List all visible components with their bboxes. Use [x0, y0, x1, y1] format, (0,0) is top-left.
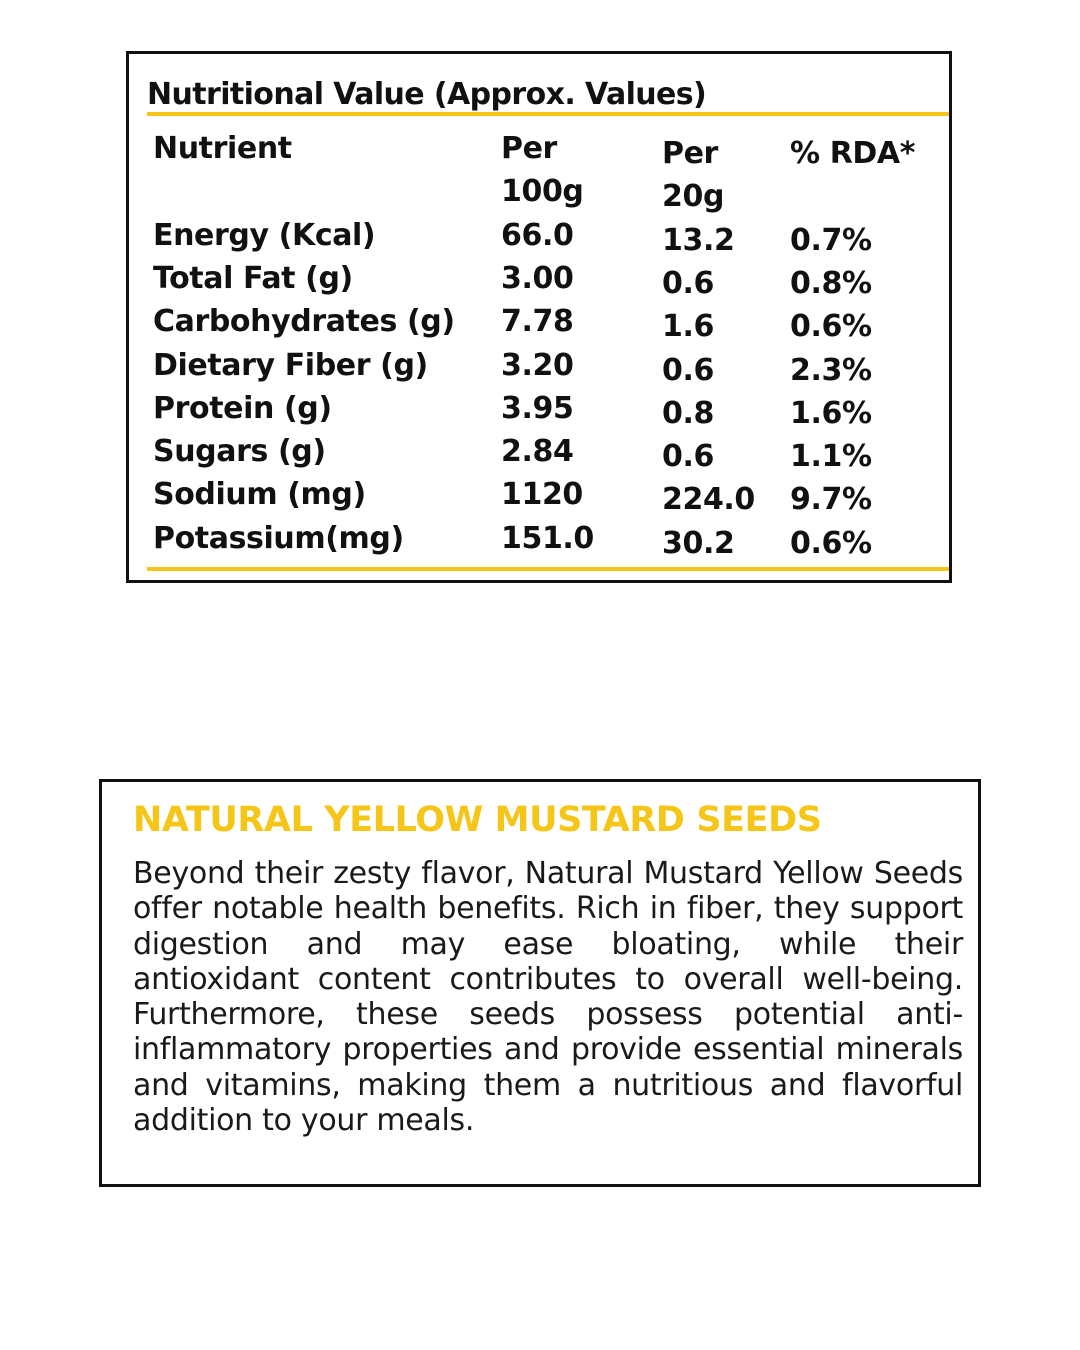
nutrition-title: Nutritional Value (Approx. Values): [147, 77, 707, 112]
nutrition-row-nutrient: Potassium(mg): [153, 521, 404, 556]
nutrition-row-rda: 1.6%: [790, 396, 872, 431]
nutrition-row-per100: 3.20: [501, 348, 574, 383]
nutrition-row-nutrient: Total Fat (g): [153, 261, 353, 296]
nutrition-row-rda: 0.8%: [790, 266, 872, 301]
header-per20-line2: 20g: [662, 179, 725, 214]
nutrition-row-per20: 0.6: [662, 353, 714, 388]
nutrition-row-nutrient: Sugars (g): [153, 434, 326, 469]
nutrition-row-per100: 3.95: [501, 391, 574, 426]
header-per100-line1: Per: [501, 131, 557, 166]
nutrition-row-nutrient: Protein (g): [153, 391, 332, 426]
product-description-box: [99, 779, 981, 1187]
nutrition-row-per20: 0.6: [662, 266, 714, 301]
nutrition-row-nutrient: Sodium (mg): [153, 477, 366, 512]
nutrition-row-per100: 3.00: [501, 261, 574, 296]
nutrition-row-nutrient: Carbohydrates (g): [153, 304, 455, 339]
accent-rule-bottom: [147, 567, 949, 571]
header-per100-line2: 100g: [501, 174, 584, 209]
nutrition-table: [126, 51, 952, 583]
nutrition-row-rda: 2.3%: [790, 353, 872, 388]
nutrition-row-per100: 7.78: [501, 304, 574, 339]
nutrition-row-nutrient: Dietary Fiber (g): [153, 348, 428, 383]
nutrition-row-rda: 0.6%: [790, 526, 872, 561]
nutrition-row-nutrient: Energy (Kcal): [153, 218, 376, 253]
header-nutrient: Nutrient: [153, 131, 292, 166]
nutrition-row-per100: 2.84: [501, 434, 574, 469]
nutrition-row-per100: 151.0: [501, 521, 594, 556]
nutrition-row-per20: 30.2: [662, 526, 735, 561]
nutrition-row-per100: 66.0: [501, 218, 574, 253]
header-rda: % RDA*: [790, 136, 916, 171]
nutrition-row-rda: 1.1%: [790, 439, 872, 474]
product-title: NATURAL YELLOW MUSTARD SEEDS: [133, 800, 822, 840]
nutrition-row-per20: 13.2: [662, 223, 735, 258]
nutrition-row-per20: 1.6: [662, 309, 714, 344]
nutrition-row-rda: 0.7%: [790, 223, 872, 258]
nutrition-row-per100: 1120: [501, 477, 583, 512]
product-description: Beyond their zesty flavor, Natural Mustard Yellow Seeds offer notable health benefits. Rich in fiber, they support digestion and may ease bloating, while their antioxidant content contributes to overall well-being. Furthermore, these seeds possess potential anti-inflammatory properties and provide essential minerals and vitamins, making them a nutritious and flavorful addition to your meals.: [133, 856, 963, 1139]
nutrition-row-per20: 0.8: [662, 396, 714, 431]
nutrition-row-per20: 0.6: [662, 439, 714, 474]
nutrition-row-rda: 9.7%: [790, 482, 872, 517]
nutrition-row-per20: 224.0: [662, 482, 755, 517]
header-per20-line1: Per: [662, 136, 718, 171]
nutrition-row-rda: 0.6%: [790, 309, 872, 344]
accent-rule-top: [147, 112, 949, 116]
